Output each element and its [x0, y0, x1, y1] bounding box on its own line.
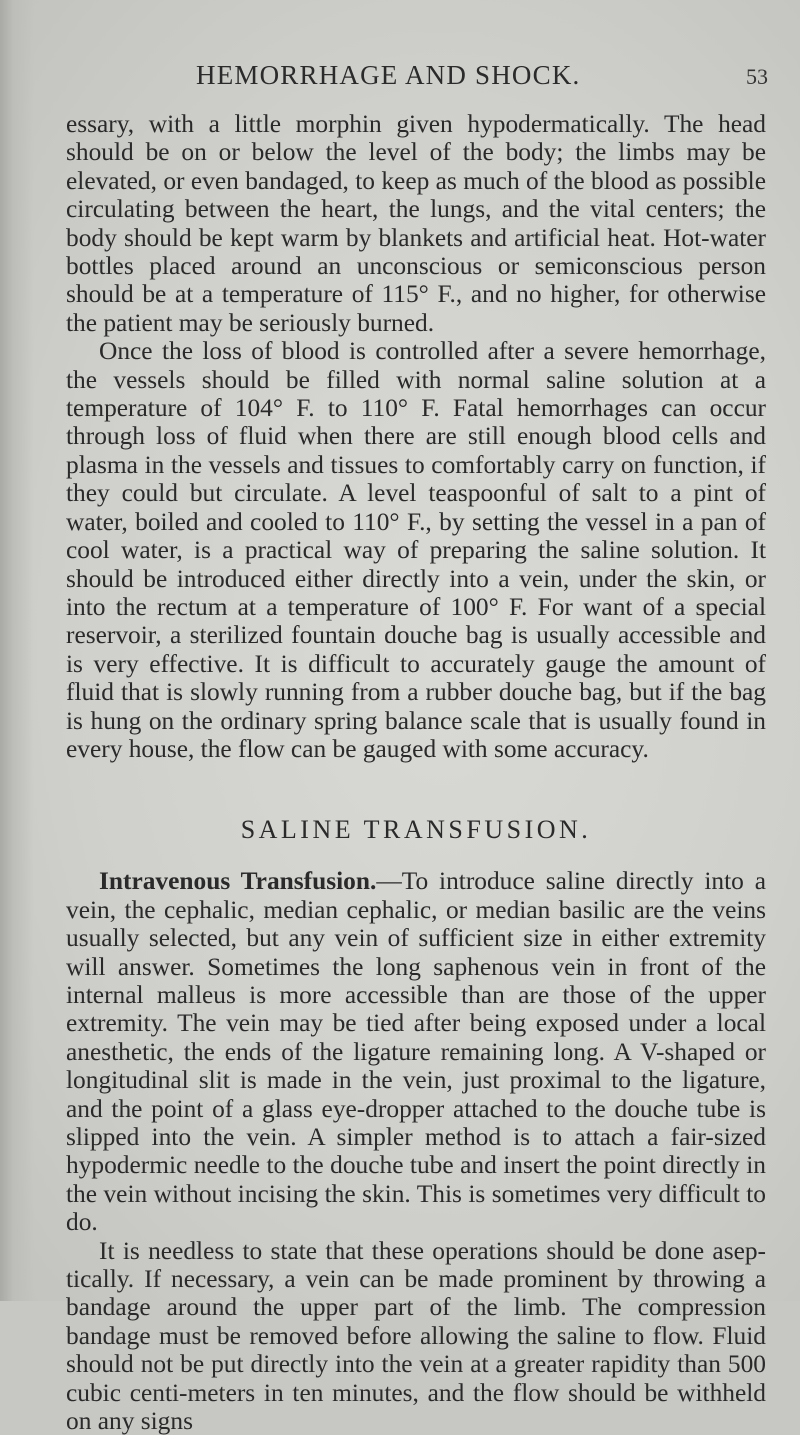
subheading-intravenous-transfusion: Intravenous Transfusion. [99, 867, 377, 896]
paragraph-intravenous-text: —To introduce saline directly into a vein, the cephalic, median cephalic, or median basilic are the veins usually selected, but any vein of sufficient size in either extremity will answer. Sometimes the long saphenous vein in front of the internal malleus is more accessible than are those of the upper extremity. The vein may be tied after being exposed under a local anesthetic, the ends of the ligature remaining long. A V-shaped or longitudinal slit is made in the vein, just proximal to the ligature, and the point of a glass eye-dropper attached to the douche tube is slipped into the vein. A simpler method is to attach a fair-sized hypodermic needle to the douche tube and insert the point directly in the vein without incising the skin. This is sometimes very difficult to do. [66, 867, 766, 1237]
section-heading: SALINE TRANSFUSION. [240, 815, 592, 845]
paragraph-saline-solution: Once the loss of blood is controlled after a severe hemorrhage, the vessels should be filled with normal saline solution at a temperature of 104° F. to 110° F. Fatal hemorrhages can occur through loss of fluid when there are still enough blood cells and plasma in the vessels and tissues to comfortably carry on function, if they could but circulate. A level teaspoonful of salt to a pint of water, boiled and cooled to 110° F., by setting the vessel in a pan of cool water, is a practical way of preparing the saline solution. It should be introduced either directly into a vein, under the skin, or into the rectum at a temperature of 100° F. For want of a special reservoir, a sterilized fountain douche bag is usually accessible and is very effective. It is difficult to accurately gauge the amount of fluid that is slowly running from a rubber douche bag, but if the bag is hung on the ordinary spring balance scale that is usually found in every house, the flow can be gauged with some accuracy. [66, 337, 766, 763]
page-number: 53 [746, 64, 768, 89]
running-title: HEMORRHAGE AND SHOCK. [196, 60, 581, 90]
body-text [66, 110, 766, 1435]
paragraph-intravenous [66, 867, 766, 1236]
paragraph-continued: essary, with a little morphin given hypodermatically. The head should be on or below the level of the body; the limbs may be elevated, or even bandaged, to keep as much of the blood as possible circulating between the heart, the lungs, and the vital centers; the body should be kept warm by blankets and artificial heat. Hot-water bottles placed around an unconscious or semiconscious person should be at a temperature of 115° F., and no higher, for otherwise the patient may be seriously burned. [66, 110, 766, 337]
paragraph-aseptic: It is needless to state that these operations should be done asep-tically. If necessary, a vein can be made prominent by throwing a bandage around the upper part of the limb. The compression bandage must be removed before allowing the saline to flow. Fluid should not be put directly into the vein at a greater rapidity than 500 cubic centi-meters in ten minutes, and the flow should be withheld on any signs [66, 1236, 766, 1435]
page-header [196, 60, 768, 100]
page-edge-shadow [0, 0, 34, 1301]
